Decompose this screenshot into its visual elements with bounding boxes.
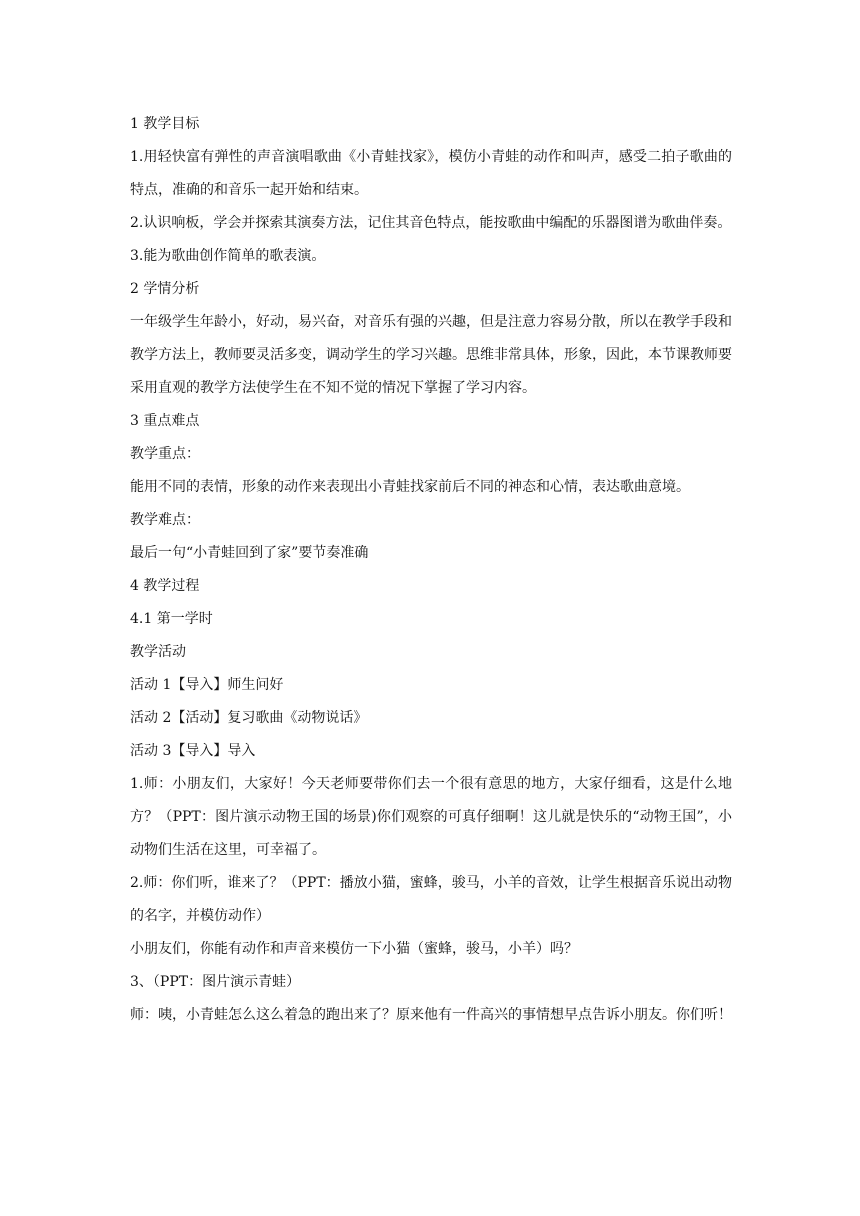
subsection-heading-first-lesson: 4.1 第一学时: [130, 611, 213, 627]
section-heading-process: 4 教学过程: [130, 578, 200, 594]
section-heading-key-points: 3 重点难点: [130, 413, 200, 429]
step-1-paragraph: 1.师：小朋友们，大家好！今天老师要带你们去一个很有意思的地方，大家仔细看，这是什么地方？（PPT：图片演示动物王国的场景)你们观察的可真仔细啊！这儿就是快乐的“动物王国”，小动物们生活在这里，可幸福了。: [130, 776, 732, 858]
difficulty-label: 教学难点：: [130, 512, 200, 528]
activity-1: 活动 1【导入】师生问好: [130, 677, 284, 693]
section-heading-analysis: 2 学情分析: [130, 281, 200, 297]
step-3-paragraph: 师：咦，小青蛙怎么这么着急的跑出来了？原来他有一件高兴的事情想早点告诉小朋友。你们听！: [130, 1007, 732, 1023]
step-3-heading: 3、（PPT：图片演示青蛙）: [130, 974, 301, 990]
section-heading-objectives: 1 教学目标: [130, 116, 200, 132]
activity-3: 活动 3【导入】导入: [130, 743, 256, 759]
analysis-paragraph: 一年级学生年龄小，好动，易兴奋，对音乐有强的兴趣，但是注意力容易分散，所以在教学手段和教学方法上，教师要灵活多变，调动学生的学习兴趣。思维非常具体，形象，因此，本节课教师要采用直观的教学方法使学生在不知不觉的情况下掌握了学习内容。: [130, 314, 732, 396]
document-page: [130, 108, 732, 1032]
key-point-text: 能用不同的表情，形象的动作来表现出小青蛙找家前后不同的神态和心情，表达歌曲意境。: [130, 479, 690, 495]
activities-label: 教学活动: [130, 644, 186, 660]
step-2-paragraph: 2.师：你们听，谁来了？（PPT：播放小猫，蜜蜂，骏马，小羊的音效，让学生根据音乐说出动物的名字，并模仿动作）: [130, 875, 732, 924]
activity-2: 活动 2【活动】复习歌曲《动物说话》: [130, 710, 368, 726]
objective-3: 3.能为歌曲创作简单的歌表演。: [130, 248, 326, 264]
step-2-question: 小朋友们，你能有动作和声音来模仿一下小猫（蜜蜂，骏马，小羊）吗？: [130, 941, 578, 957]
difficulty-text: 最后一句“小青蛙回到了家”要节奏准确: [130, 545, 369, 561]
objective-2: 2.认识响板，学会并探索其演奏方法，记住其音色特点，能按歌曲中编配的乐器图谱为歌曲伴奏。: [130, 215, 732, 231]
key-point-label: 教学重点：: [130, 446, 200, 462]
objective-1: 1.用轻快富有弹性的声音演唱歌曲《小青蛙找家》，模仿小青蛙的动作和叫声，感受二拍子歌曲的特点，准确的和音乐一起开始和结束。: [130, 149, 732, 198]
